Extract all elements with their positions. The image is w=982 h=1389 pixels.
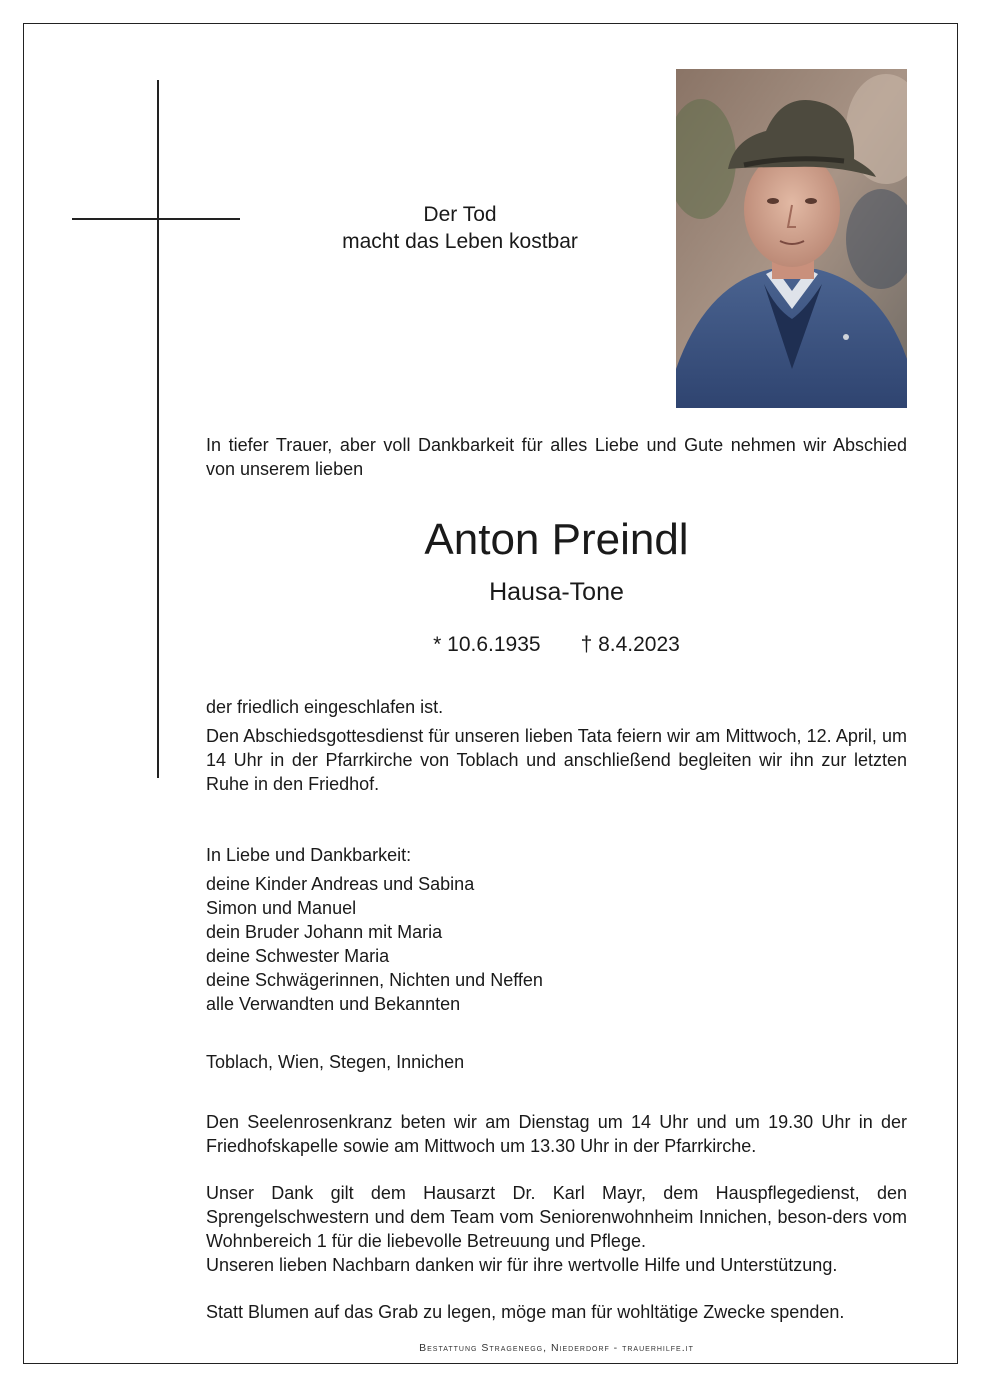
- mourner-line: alle Verwandten und Bekannten: [206, 994, 461, 1014]
- deceased-nickname: Hausa-Tone: [489, 578, 624, 606]
- neighbours-text: Unseren lieben Nachbarn danken wir für ihre wertvolle Hilfe und Unterstützung.: [206, 1255, 838, 1275]
- footer-credit: Bestattung Stragenegg, Niederdorf - trauerhilfe.it: [419, 1342, 694, 1354]
- death-date: † 8.4.2023: [580, 633, 680, 656]
- portrait-photo: [676, 69, 907, 408]
- rosary-text: Den Seelenrosenkranz beten wir am Dienstag um 14 Uhr und um 19.30 Uhr in der Friedhofskapelle sowie am Mittwoch um 13.30 Uhr in der Pfarrkirche.: [206, 1112, 907, 1156]
- motto-line: Der Tod: [423, 203, 497, 226]
- peaceful-text: der friedlich eingeschlafen ist.: [206, 697, 444, 717]
- mourner-line: deine Schwester Maria: [206, 946, 390, 966]
- life-dates: [206, 632, 907, 658]
- flowers-text: Statt Blumen auf das Grab zu legen, möge man für wohltätige Zwecke spenden.: [206, 1302, 845, 1322]
- motto-line: macht das Leben kostbar: [342, 230, 578, 253]
- intro-text: In tiefer Trauer, aber voll Dankbarkeit für alles Liebe und Gute nehmen wir Abschied von unserem lieben: [206, 435, 907, 479]
- birth-date: * 10.6.1935: [433, 633, 541, 656]
- motto: [300, 201, 620, 255]
- mourners-heading: In Liebe und Dankbarkeit:: [206, 845, 412, 865]
- mourners-list: [206, 872, 907, 1016]
- mourner-line: deine Schwägerinnen, Nichten und Neffen: [206, 970, 543, 990]
- cross-horizontal-beam: [72, 218, 240, 220]
- funeral-text: Den Abschiedsgottesdienst für unseren lieben Tata feiern wir am Mittwoch, 12. April, um 14 Uhr in der Pfarrkirche von Toblach und anschließend begleiten wir ihn zur letzten Ruhe in den Friedhof.: [206, 726, 907, 794]
- mourner-line: Simon und Manuel: [206, 898, 357, 918]
- thanks-text: Unser Dank gilt dem Hausarzt Dr. Karl Mayr, dem Hauspflegedienst, den Sprengelschwestern und dem Team vom Seniorenwohnheim Innichen, beson-ders vom Wohnbereich 1 für die liebevolle Betreuung und Pflege.: [206, 1183, 907, 1251]
- deceased-name: Anton Preindl: [424, 515, 689, 564]
- places-text: Toblach, Wien, Stegen, Innichen: [206, 1052, 465, 1072]
- mourner-line: dein Bruder Johann mit Maria: [206, 922, 443, 942]
- cross-vertical-beam: [157, 80, 159, 778]
- mourner-line: deine Kinder Andreas und Sabina: [206, 874, 475, 894]
